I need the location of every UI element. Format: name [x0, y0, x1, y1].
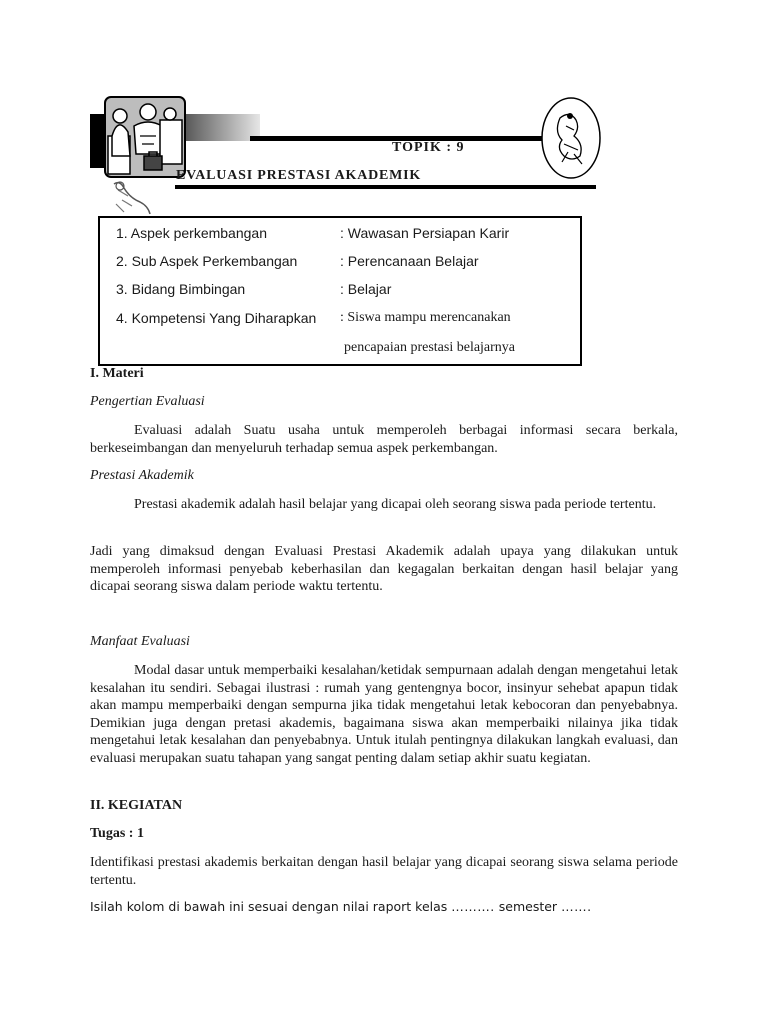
paragraph-manfaat — [90, 662, 678, 767]
info-label: 4. Kompetensi Yang Diharapkan — [116, 310, 317, 326]
header-rule — [175, 185, 596, 189]
subheading-prestasi-akademik: Prestasi Akademik — [90, 468, 194, 483]
info-value: : Perencanaan Belajar — [340, 253, 479, 269]
instruction-text: Isilah kolom di bawah ini sesuai dengan nilai raport kelas — [90, 899, 448, 914]
paragraph-definisi — [90, 543, 678, 596]
info-value-continuation: pencapaian prestasi belajarnya — [344, 340, 516, 355]
paragraph-pengertian — [90, 422, 678, 457]
task-label: Tugas : 1 — [90, 826, 144, 841]
document-title: EVALUASI PRESTASI AKADEMIK — [176, 168, 422, 183]
info-value: : Belajar — [340, 281, 392, 297]
instruction-line — [90, 899, 592, 914]
paragraph-text: Modal dasar untuk memperbaiki kesalahan/ketidak sempurnaan adalah dengan mengetahui letak kesalahan itu sendiri. Sebagai ilustrasi : rumah yang gentengnya bocor, insinyur sehebat apapun tidak akan mampu memperbaiki dengan sempurna jika tidak mengetahui letak kebocoran dan penyebabnya. Demikian juga dengan pretasi akademis, bagaimana siswa akan memperbaiki nilainya jika tidak mengetahui letak kesalahan dan penyebabnya. Untuk itulah pentingnya dilakukan langkah evaluasi, dan evaluasi merupakan suatu tahapan yang sangat penting dalam setiap akhir suatu kegiatan. — [90, 663, 678, 766]
info-label: 1. Aspek perkembangan — [116, 225, 267, 241]
paragraph-identifikasi — [90, 854, 678, 889]
semester-blank[interactable]: ……. — [561, 899, 592, 914]
paragraph-text: Prestasi akademik adalah hasil belajar yang dicapai oleh seorang siswa pada periode tertentu. — [134, 497, 657, 512]
small-figure-clipart-icon — [106, 178, 156, 218]
paragraph-text: Evaluasi adalah Suatu usaha untuk memperoleh berbagai informasi secara berkala, berkeseimbangan dan menyeluruh terhadap semua aspek perkembangan. — [90, 423, 678, 456]
info-box — [98, 216, 582, 366]
section-heading-kegiatan: II. KEGIATAN — [90, 798, 183, 813]
section-heading-materi: I. Materi — [90, 366, 144, 381]
topic-number: TOPIK : 9 — [392, 140, 465, 155]
instruction-text-semester: semester — [498, 899, 558, 914]
subheading-manfaat-evaluasi: Manfaat Evaluasi — [90, 634, 190, 649]
oval-figure-clipart-icon — [540, 96, 602, 180]
info-value: : Siswa mampu merencanakan — [340, 310, 511, 325]
subheading-pengertian-evaluasi: Pengertian Evaluasi — [90, 394, 205, 409]
info-value: : Wawasan Persiapan Karir — [340, 225, 510, 241]
paragraph-text: Identifikasi prestasi akademis berkaitan dengan hasil belajar yang dicapai seorang siswa selama periode tertentu. — [90, 855, 678, 888]
counseling-clipart-icon — [104, 96, 186, 178]
info-label: 2. Sub Aspek Perkembangan — [116, 253, 298, 269]
info-label: 3. Bidang Bimbingan — [116, 281, 246, 297]
class-blank[interactable]: ………. — [451, 899, 495, 914]
paragraph-prestasi — [90, 496, 678, 514]
paragraph-text: Jadi yang dimaksud dengan Evaluasi Prestasi Akademik adalah upaya yang dilakukan untuk memperoleh informasi penyebab keberhasilan dan kegagalan berkaitan dengan hasil belajar yang dicapai seorang siswa dalam periode waktu tertentu. — [90, 544, 678, 594]
